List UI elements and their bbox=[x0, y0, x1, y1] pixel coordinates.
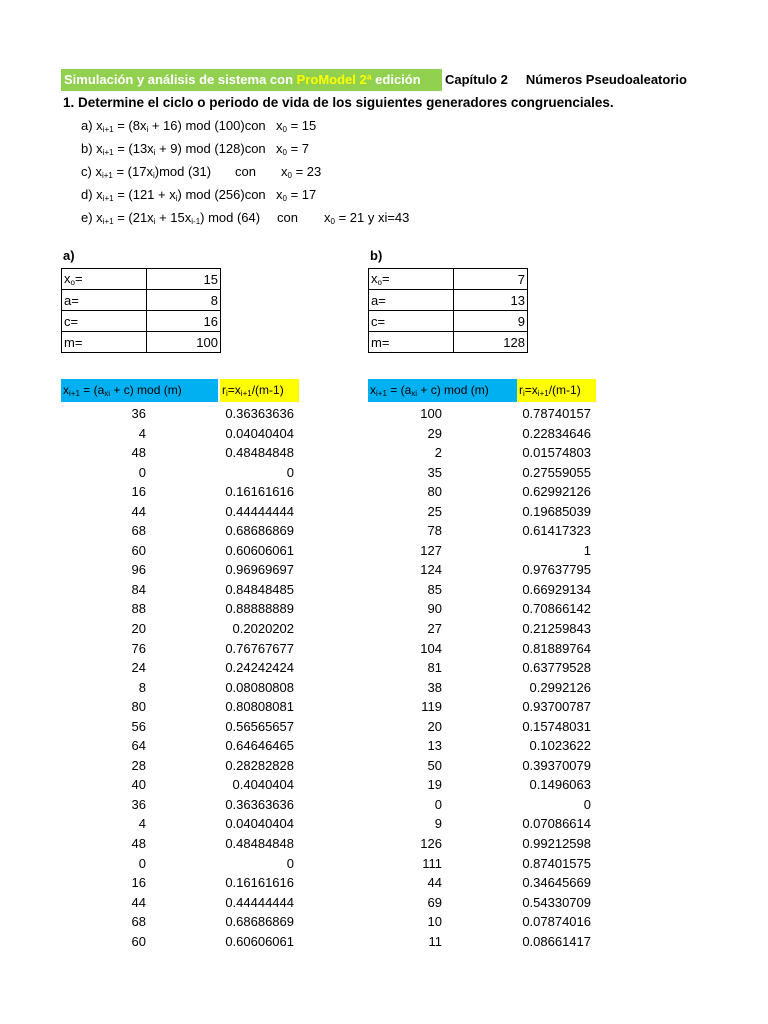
section-b-label: b) bbox=[370, 248, 383, 263]
r-values-column-a bbox=[146, 404, 294, 951]
table-cell: 10 bbox=[427, 914, 442, 930]
table-cell: 36 bbox=[131, 406, 146, 421]
table-cell: 11 bbox=[428, 933, 442, 949]
table-cell: 0.61417323 bbox=[522, 523, 591, 539]
table-cell: 0.21259843 bbox=[522, 621, 591, 637]
table-cell: 96 bbox=[131, 562, 146, 578]
table-cell: 0.76767677 bbox=[225, 640, 294, 656]
x-values-column-a bbox=[61, 404, 146, 951]
table-row: m= 100 bbox=[62, 332, 221, 353]
table-cell: 4 bbox=[138, 425, 146, 441]
title-banner bbox=[61, 69, 442, 91]
table-cell: 48 bbox=[131, 836, 146, 852]
table-cell: 20 bbox=[427, 718, 442, 734]
table-cell: 0.08661417 bbox=[522, 933, 591, 949]
table-cell: 85 bbox=[427, 581, 442, 597]
table-cell: 81 bbox=[427, 660, 442, 676]
table-row: a= 8 bbox=[62, 290, 221, 311]
r-values-column-b bbox=[442, 404, 591, 951]
generator-d: d) $x_{i+1} = (121 + x_i)$ mod (256)con $x_0 = 17$ bbox=[81, 187, 317, 203]
table-cell: 0.07086614 bbox=[522, 816, 591, 832]
table-cell: 0.04040404 bbox=[225, 816, 294, 832]
table-cell: 0.66929134 bbox=[522, 581, 591, 597]
table-cell: 78 bbox=[427, 523, 442, 539]
section-a-label: a) bbox=[63, 248, 75, 263]
table-cell: 38 bbox=[427, 679, 442, 695]
x-column-header-b: $x_{i+1} = (a_{xi} + c)$ mod (m) bbox=[368, 379, 525, 402]
table-cell: 0.39370079 bbox=[522, 757, 591, 773]
table-cell: 100 bbox=[420, 406, 442, 421]
table-row: c= 9 bbox=[369, 311, 528, 332]
table-cell: 0.60606061 bbox=[225, 933, 294, 949]
table-cell: 13 bbox=[427, 738, 442, 754]
table-cell: 88 bbox=[131, 601, 146, 617]
title-highlight: ProModel 2ª bbox=[296, 72, 372, 87]
table-cell: 0.24242424 bbox=[225, 660, 294, 676]
table-cell: 0.62992126 bbox=[522, 484, 591, 500]
table-cell: 0.08080808 bbox=[225, 679, 294, 695]
table-cell: 84 bbox=[131, 581, 146, 597]
table-cell: 119 bbox=[421, 699, 442, 715]
generator-e: e) $x_{i+1} = (21x_i + 15x_{i-1})$ mod (64) con $x_0 = 21$ y xi=43 bbox=[81, 210, 410, 226]
table-cell: 0.19685039 bbox=[522, 503, 591, 519]
table-cell: 127 bbox=[420, 542, 442, 558]
table-cell: 0.2020202 bbox=[232, 621, 294, 637]
table-cell: 40 bbox=[131, 777, 146, 793]
table-cell: 126 bbox=[420, 836, 442, 852]
generator-c: c) $x_{i+1} = (17x_i)mod$ (31) con $x_0 = 23$ bbox=[81, 164, 322, 180]
table-cell: 76 bbox=[131, 640, 146, 656]
table-cell: 0.84848485 bbox=[225, 581, 294, 597]
table-cell: 90 bbox=[427, 601, 442, 617]
table-cell: 0.01574803 bbox=[522, 445, 591, 461]
table-cell: 0 bbox=[138, 855, 146, 871]
table-cell: 0.78740157 bbox=[522, 406, 591, 421]
table-cell: 56 bbox=[131, 718, 146, 734]
table-cell: 8 bbox=[138, 679, 146, 695]
table-cell: 68 bbox=[131, 914, 146, 930]
table-cell: 111 bbox=[422, 855, 442, 871]
table-cell: 60 bbox=[131, 933, 146, 949]
r-column-header-b: $r_i=x_{i+1}/(m-1)$ bbox=[517, 379, 596, 402]
table-cell: 0.68686869 bbox=[225, 914, 294, 930]
table-cell: 36 bbox=[131, 796, 146, 812]
table-cell: 80 bbox=[427, 484, 442, 500]
table-cell: 0.60606061 bbox=[225, 542, 294, 558]
table-cell: 0 bbox=[138, 464, 146, 480]
table-cell: 0.64646465 bbox=[225, 738, 294, 754]
table-cell: 25 bbox=[427, 503, 442, 519]
table-cell: 16 bbox=[131, 484, 146, 500]
x-values-column-b bbox=[368, 404, 442, 951]
table-cell: 0.56565657 bbox=[225, 718, 294, 734]
table-cell: 0.15748031 bbox=[522, 718, 591, 734]
table-cell: 9 bbox=[434, 816, 442, 832]
chapter-title: Números Pseudoaleatorio bbox=[525, 72, 687, 87]
table-cell: 0.97637795 bbox=[522, 562, 591, 578]
table-cell: 35 bbox=[427, 464, 442, 480]
table-cell: 0.70866142 bbox=[522, 601, 591, 617]
table-cell: 2 bbox=[434, 445, 442, 461]
table-cell: 0 bbox=[286, 464, 294, 480]
table-cell: 0.1023622 bbox=[529, 738, 591, 754]
table-cell: 0.27559055 bbox=[522, 464, 591, 480]
table-cell: 0.88888889 bbox=[225, 601, 294, 617]
table-cell: 0.63779528 bbox=[522, 660, 591, 676]
table-cell: 0.93700787 bbox=[522, 699, 591, 715]
table-cell: 0.87401575 bbox=[522, 855, 591, 871]
table-cell: 0.36363636 bbox=[225, 796, 294, 812]
table-cell: 104 bbox=[420, 640, 442, 656]
table-row: m= 128 bbox=[369, 332, 528, 353]
table-cell: 50 bbox=[427, 757, 442, 773]
table-cell: 20 bbox=[131, 621, 146, 637]
table-cell: 0.81889764 bbox=[522, 640, 591, 656]
table-cell: 28 bbox=[131, 757, 146, 773]
table-cell: 44 bbox=[427, 875, 442, 891]
table-cell: 27 bbox=[427, 621, 442, 637]
table-cell: 0.96969697 bbox=[225, 562, 294, 578]
table-cell: 0.28282828 bbox=[225, 757, 294, 773]
table-row: a= 13 bbox=[369, 290, 528, 311]
table-cell: 48 bbox=[131, 445, 146, 461]
table-cell: 0.36363636 bbox=[225, 406, 294, 421]
table-row: c= 16 bbox=[62, 311, 221, 332]
table-cell: 0.68686869 bbox=[225, 523, 294, 539]
params-table-b bbox=[368, 268, 528, 353]
table-cell: 0.04040404 bbox=[225, 425, 294, 441]
table-cell: 0.99212598 bbox=[522, 836, 591, 852]
table-cell: 19 bbox=[427, 777, 442, 793]
table-cell: 68 bbox=[131, 523, 146, 539]
table-cell: 0.4040404 bbox=[232, 777, 294, 793]
title-prefix: Simulación y análisis de sistema con bbox=[64, 72, 297, 87]
table-cell: 0.44444444 bbox=[225, 894, 294, 910]
table-cell: 0.16161616 bbox=[225, 875, 294, 891]
question-text: 1. Determine el ciclo o periodo de vida de los siguientes generadores congruenciales. bbox=[63, 95, 614, 110]
table-cell: 124 bbox=[420, 562, 442, 578]
table-cell: 0.1496063 bbox=[529, 777, 591, 793]
table-cell: 0 bbox=[583, 796, 591, 812]
table-cell: 0.54330709 bbox=[522, 894, 591, 910]
table-cell: 16 bbox=[131, 875, 146, 891]
table-cell: 4 bbox=[138, 816, 146, 832]
title-suffix: edición bbox=[371, 72, 421, 87]
r-column-header-a: $r_i=x_{i+1}/(m-1)$ bbox=[220, 379, 299, 402]
table-cell: 64 bbox=[131, 738, 146, 754]
table-cell: 0.2992126 bbox=[529, 679, 591, 695]
table-cell: 1 bbox=[583, 542, 591, 558]
table-cell: 29 bbox=[427, 425, 442, 441]
chapter-heading bbox=[445, 69, 687, 91]
table-cell: 44 bbox=[131, 503, 146, 519]
table-cell: 80 bbox=[131, 699, 146, 715]
table-cell: 0 bbox=[434, 796, 442, 812]
generator-a: a) $x_{i+1} = (8x_i + 16)$ mod (100)con $x_0 = 15$ bbox=[81, 118, 317, 134]
table-cell: 0.16161616 bbox=[225, 484, 294, 500]
table-cell: 0.07874016 bbox=[522, 914, 591, 930]
table-row: $x_o=$ 7 bbox=[369, 269, 528, 290]
table-cell: 69 bbox=[427, 894, 442, 910]
table-cell: 0.48484848 bbox=[225, 836, 294, 852]
table-cell: 0.44444444 bbox=[225, 503, 294, 519]
x-column-header-a: $x_{i+1} = (a_{xi} + c)$ mod (m) bbox=[61, 379, 218, 402]
table-cell: 0.80808081 bbox=[225, 699, 294, 715]
generator-b: b) $x_{i+1} = (13x_i + 9)$ mod (128)con $x_0 = 7$ bbox=[81, 141, 309, 157]
table-cell: 0.48484848 bbox=[225, 445, 294, 461]
table-cell: 0.34645669 bbox=[522, 875, 591, 891]
table-row: $x_o=$ 15 bbox=[62, 269, 221, 290]
table-cell: 44 bbox=[131, 894, 146, 910]
table-cell: 60 bbox=[131, 542, 146, 558]
table-cell: 0.22834646 bbox=[522, 425, 591, 441]
table-cell: 24 bbox=[131, 660, 146, 676]
params-table-a bbox=[61, 268, 221, 353]
chapter-number: Capítulo 2 bbox=[445, 72, 508, 87]
table-cell: 0 bbox=[286, 855, 294, 871]
